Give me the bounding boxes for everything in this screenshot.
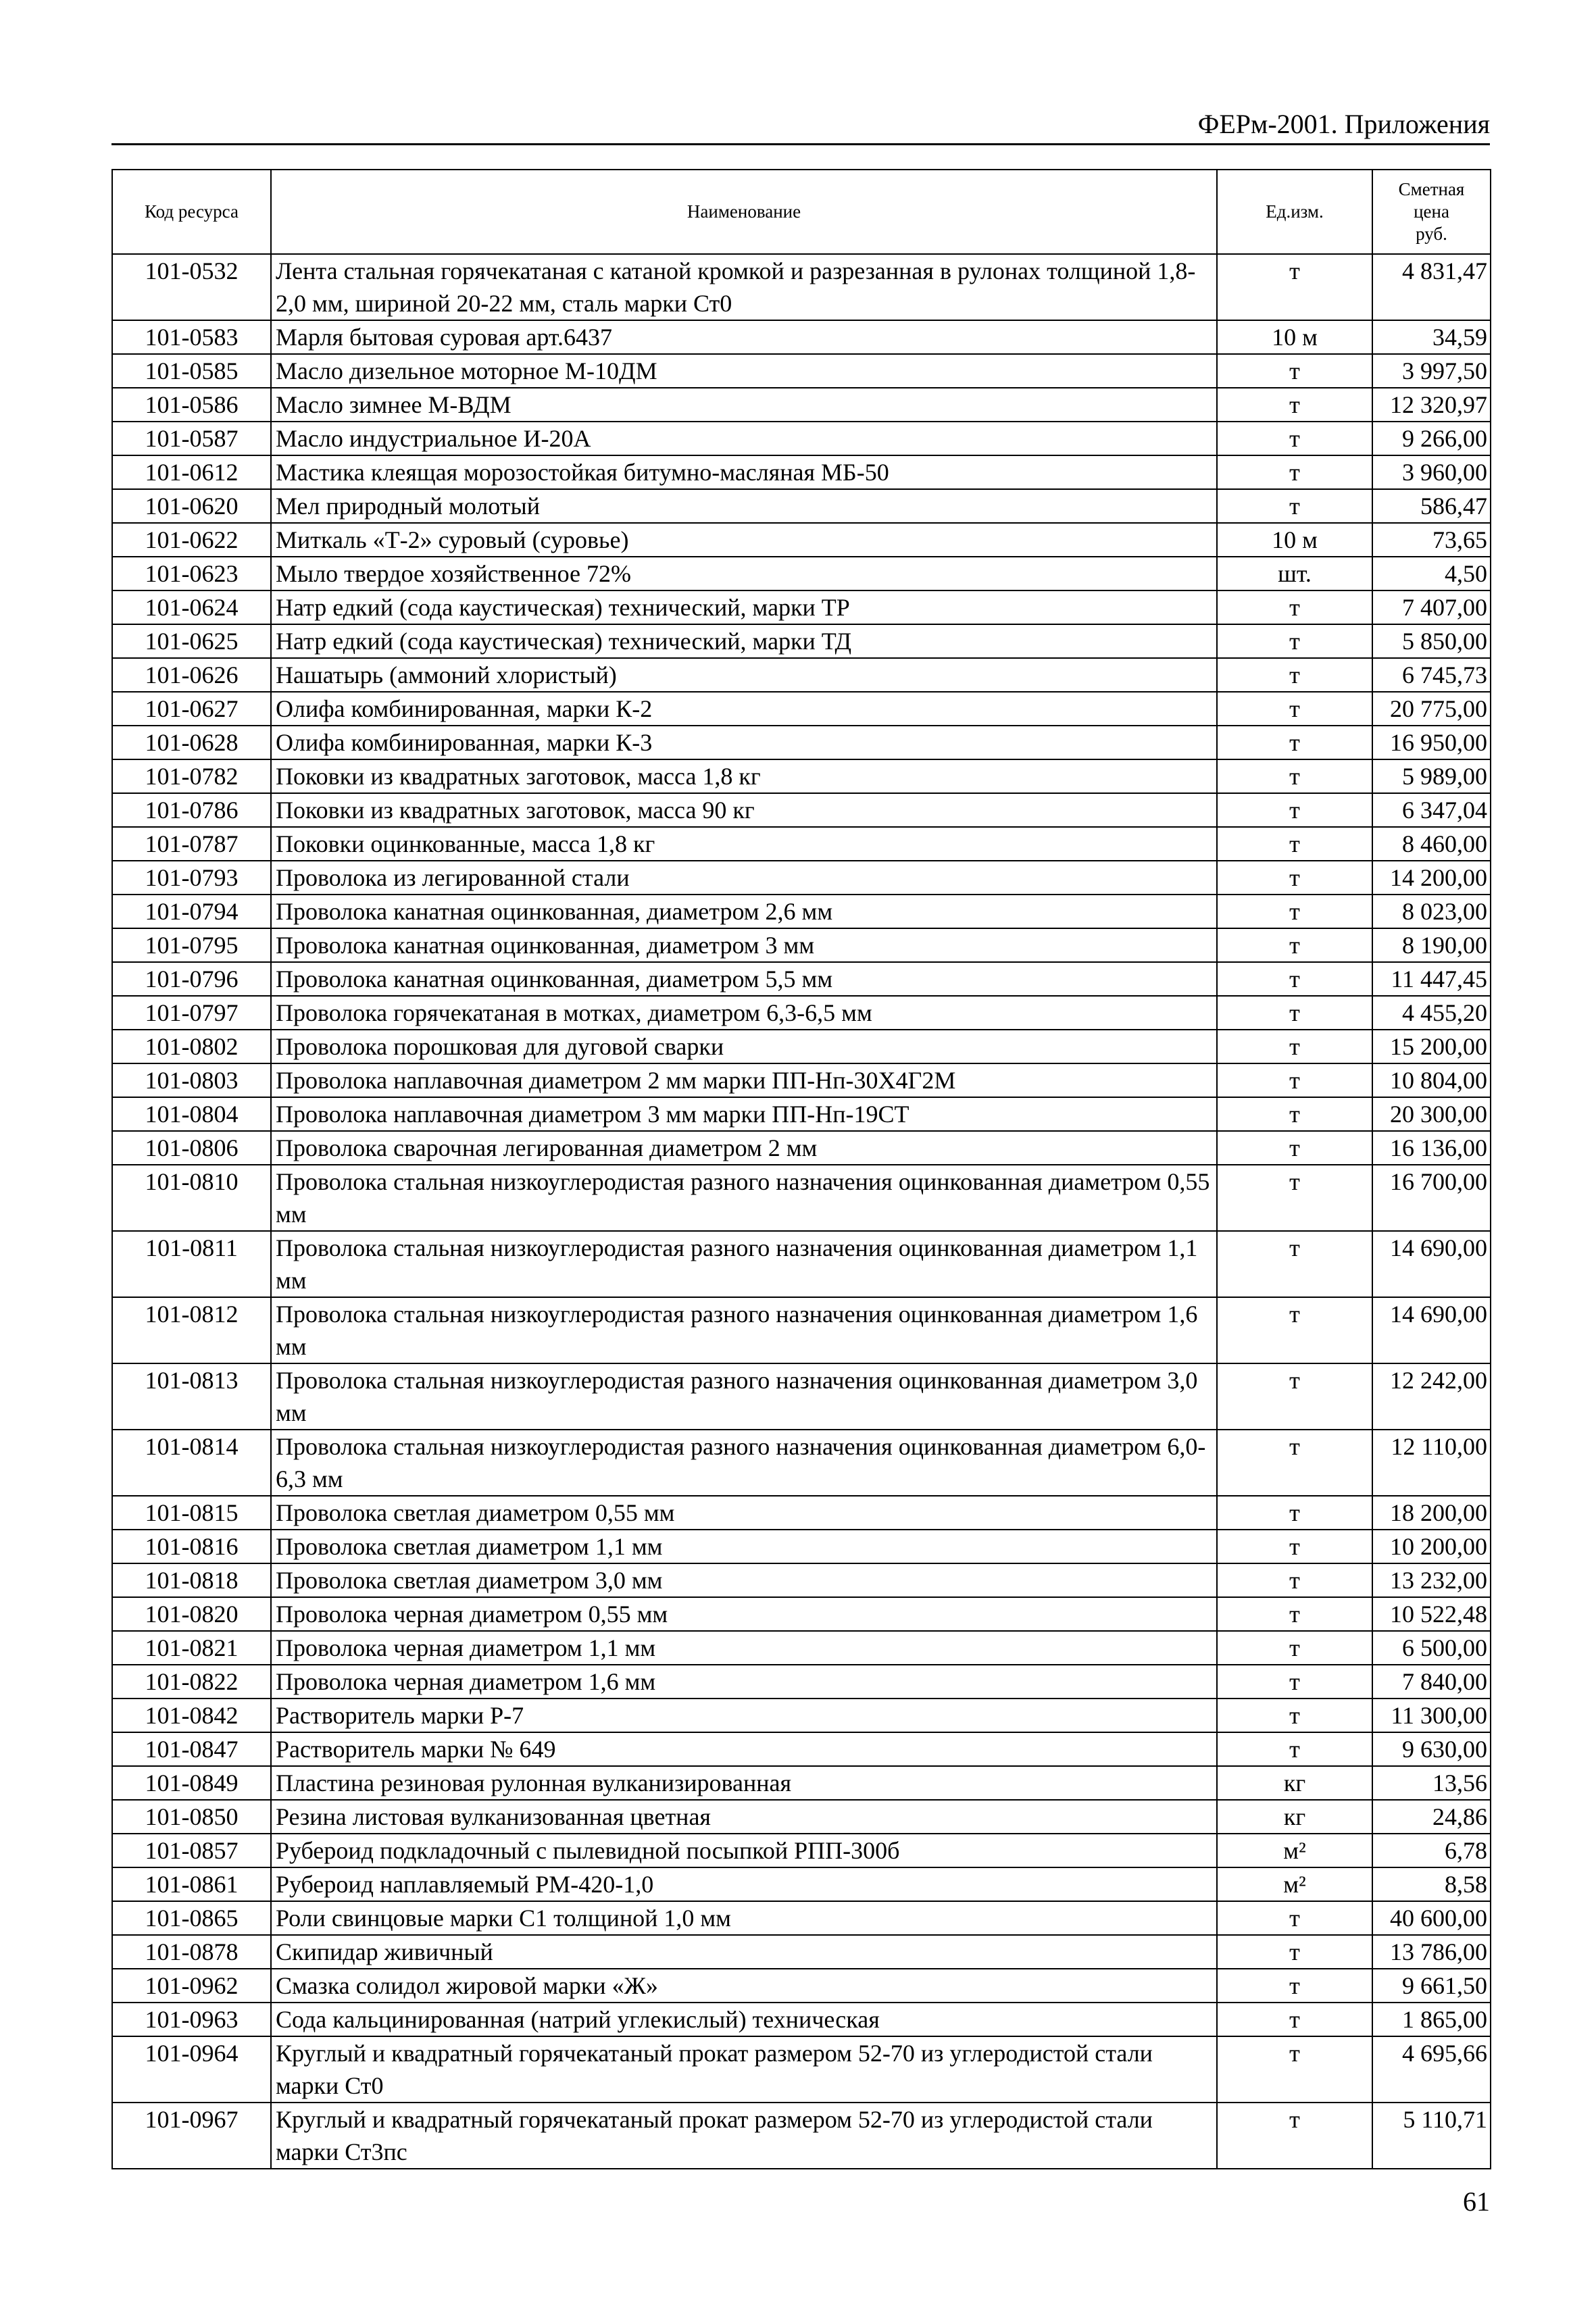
table-row [112, 254, 1491, 320]
price-cell: 5 850,00 [1372, 624, 1491, 658]
unit-cell: т [1217, 726, 1372, 759]
name-cell: Мастика клеящая морозостойкая битумно-масляная МБ-50 [271, 455, 1217, 489]
code-cell: 101-0620 [112, 489, 271, 523]
price-cell: 6 745,73 [1372, 658, 1491, 692]
unit-cell: т [1217, 1297, 1372, 1363]
price-cell: 5 110,71 [1372, 2103, 1491, 2169]
table-row [112, 658, 1491, 692]
table-row [112, 1165, 1491, 1231]
table-row [112, 388, 1491, 422]
code-cell: 101-0806 [112, 1131, 271, 1165]
table-row [112, 1834, 1491, 1867]
header-price-line: Сметная [1398, 179, 1465, 199]
table-row [112, 759, 1491, 793]
price-cell: 16 136,00 [1372, 1131, 1491, 1165]
price-cell: 7 407,00 [1372, 590, 1491, 624]
code-cell: 101-0627 [112, 692, 271, 726]
name-cell: Круглый и квадратный горячекатаный прокат размером 52-70 из углеродистой стали марки Ст3пс [271, 2103, 1217, 2169]
table-row [112, 1363, 1491, 1430]
name-cell: Проволока сварочная легированная диаметром 2 мм [271, 1131, 1217, 1165]
name-cell: Растворитель марки Р-7 [271, 1699, 1217, 1732]
name-cell: Проволока стальная низкоуглеродистая разного назначения оцинкованная диаметром 0,55 мм [271, 1165, 1217, 1231]
code-cell: 101-0822 [112, 1665, 271, 1699]
code-cell: 101-0622 [112, 523, 271, 557]
price-cell: 11 447,45 [1372, 962, 1491, 996]
code-cell: 101-0623 [112, 557, 271, 590]
unit-cell: кг [1217, 1800, 1372, 1834]
price-cell: 4,50 [1372, 557, 1491, 590]
code-cell: 101-0804 [112, 1097, 271, 1131]
code-cell: 101-0810 [112, 1165, 271, 1231]
code-cell: 101-0786 [112, 793, 271, 827]
price-cell: 40 600,00 [1372, 1901, 1491, 1935]
price-cell: 7 840,00 [1372, 1665, 1491, 1699]
code-cell: 101-0585 [112, 354, 271, 388]
code-cell: 101-0878 [112, 1935, 271, 1969]
name-cell: Проволока черная диаметром 1,1 мм [271, 1631, 1217, 1665]
price-cell: 4 831,47 [1372, 254, 1491, 320]
name-cell: Проволока порошковая для дуговой сварки [271, 1030, 1217, 1063]
unit-cell: т [1217, 254, 1372, 320]
table-row [112, 455, 1491, 489]
code-cell: 101-0802 [112, 1030, 271, 1063]
header-price [1372, 170, 1491, 254]
code-cell: 101-0820 [112, 1597, 271, 1631]
table-row [112, 1732, 1491, 1766]
name-cell: Проволока светлая диаметром 0,55 мм [271, 1496, 1217, 1530]
unit-cell: 10 м [1217, 523, 1372, 557]
name-cell: Проволока стальная низкоуглеродистая разного назначения оцинкованная диаметром 6,0-6,3 мм [271, 1430, 1217, 1496]
table-row [112, 726, 1491, 759]
table-row [112, 827, 1491, 861]
table-row [112, 962, 1491, 996]
name-cell: Рубероид наплавляемый РМ-420-1,0 [271, 1867, 1217, 1901]
name-cell: Масло зимнее М-ВДМ [271, 388, 1217, 422]
unit-cell: т [1217, 1496, 1372, 1530]
price-cell: 20 775,00 [1372, 692, 1491, 726]
table-row [112, 557, 1491, 590]
name-cell: Сода кальцинированная (натрий углекислый) техническая [271, 2003, 1217, 2036]
price-cell: 10 200,00 [1372, 1530, 1491, 1563]
table-row [112, 1563, 1491, 1597]
name-cell: Масло индустриальное И-20А [271, 422, 1217, 455]
code-cell: 101-0628 [112, 726, 271, 759]
table-row [112, 1901, 1491, 1935]
code-cell: 101-0626 [112, 658, 271, 692]
name-cell: Поковки оцинкованные, масса 1,8 кг [271, 827, 1217, 861]
unit-cell: м² [1217, 1834, 1372, 1867]
code-cell: 101-0794 [112, 895, 271, 928]
table-row [112, 1231, 1491, 1297]
unit-cell: т [1217, 1363, 1372, 1430]
unit-cell: т [1217, 793, 1372, 827]
name-cell: Проволока стальная низкоуглеродистая разного назначения оцинкованная диаметром 1,6 мм [271, 1297, 1217, 1363]
price-cell: 9 661,50 [1372, 1969, 1491, 2003]
name-cell: Растворитель марки № 649 [271, 1732, 1217, 1766]
code-cell: 101-0865 [112, 1901, 271, 1935]
unit-cell: т [1217, 2003, 1372, 2036]
name-cell: Проволока канатная оцинкованная, диаметром 2,6 мм [271, 895, 1217, 928]
unit-cell: т [1217, 489, 1372, 523]
code-cell: 101-0586 [112, 388, 271, 422]
price-cell: 12 242,00 [1372, 1363, 1491, 1430]
price-cell: 15 200,00 [1372, 1030, 1491, 1063]
table-row [112, 1665, 1491, 1699]
unit-cell: т [1217, 1935, 1372, 1969]
code-cell: 101-0964 [112, 2036, 271, 2103]
code-cell: 101-0821 [112, 1631, 271, 1665]
price-cell: 14 690,00 [1372, 1231, 1491, 1297]
price-cell: 6,78 [1372, 1834, 1491, 1867]
code-cell: 101-0793 [112, 861, 271, 895]
table-row [112, 354, 1491, 388]
unit-cell: т [1217, 1131, 1372, 1165]
code-cell: 101-0842 [112, 1699, 271, 1732]
table-row [112, 489, 1491, 523]
table-header-row [112, 170, 1491, 254]
price-cell: 10 522,48 [1372, 1597, 1491, 1631]
code-cell: 101-0797 [112, 996, 271, 1030]
price-cell: 73,65 [1372, 523, 1491, 557]
unit-cell: т [1217, 2103, 1372, 2169]
price-cell: 14 200,00 [1372, 861, 1491, 895]
unit-cell: т [1217, 1732, 1372, 1766]
price-cell: 20 300,00 [1372, 1097, 1491, 1131]
price-cell: 6 500,00 [1372, 1631, 1491, 1665]
unit-cell: т [1217, 1063, 1372, 1097]
price-cell: 4 455,20 [1372, 996, 1491, 1030]
table-row [112, 996, 1491, 1030]
unit-cell: т [1217, 455, 1372, 489]
code-cell: 101-0816 [112, 1530, 271, 1563]
code-cell: 101-0796 [112, 962, 271, 996]
unit-cell: т [1217, 624, 1372, 658]
header-name: Наименование [271, 170, 1217, 254]
price-cell: 18 200,00 [1372, 1496, 1491, 1530]
table-row [112, 523, 1491, 557]
name-cell: Мел природный молотый [271, 489, 1217, 523]
unit-cell: шт. [1217, 557, 1372, 590]
running-head: ФЕРм-2001. Приложения [111, 108, 1490, 145]
price-cell: 8 023,00 [1372, 895, 1491, 928]
unit-cell: т [1217, 928, 1372, 962]
unit-cell: т [1217, 1165, 1372, 1231]
name-cell: Скипидар живичный [271, 1935, 1217, 1969]
header-code: Код ресурса [112, 170, 271, 254]
price-cell: 5 989,00 [1372, 759, 1491, 793]
code-cell: 101-0963 [112, 2003, 271, 2036]
price-cell: 9 266,00 [1372, 422, 1491, 455]
table-row [112, 1935, 1491, 1969]
unit-cell: т [1217, 354, 1372, 388]
price-cell: 12 320,97 [1372, 388, 1491, 422]
code-cell: 101-0532 [112, 254, 271, 320]
code-cell: 101-0587 [112, 422, 271, 455]
code-cell: 101-0787 [112, 827, 271, 861]
table-row [112, 1766, 1491, 1800]
code-cell: 101-0850 [112, 1800, 271, 1834]
table-row [112, 1063, 1491, 1097]
name-cell: Миткаль «Т-2» суровый (суровье) [271, 523, 1217, 557]
name-cell: Проволока наплавочная диаметром 2 мм марки ПП-Нп-30Х4Г2М [271, 1063, 1217, 1097]
header-price-line: руб. [1416, 224, 1447, 244]
table-row [112, 2103, 1491, 2169]
price-cell: 4 695,66 [1372, 2036, 1491, 2103]
name-cell: Проволока стальная низкоуглеродистая разного назначения оцинкованная диаметром 3,0 мм [271, 1363, 1217, 1430]
unit-cell: т [1217, 1699, 1372, 1732]
unit-cell: т [1217, 422, 1372, 455]
name-cell: Проволока канатная оцинкованная, диаметром 5,5 мм [271, 962, 1217, 996]
unit-cell: т [1217, 1665, 1372, 1699]
name-cell: Резина листовая вулканизованная цветная [271, 1800, 1217, 1834]
name-cell: Проволока светлая диаметром 3,0 мм [271, 1563, 1217, 1597]
price-cell: 11 300,00 [1372, 1699, 1491, 1732]
name-cell: Проволока черная диаметром 0,55 мм [271, 1597, 1217, 1631]
price-cell: 3 960,00 [1372, 455, 1491, 489]
code-cell: 101-0962 [112, 1969, 271, 2003]
price-cell: 3 997,50 [1372, 354, 1491, 388]
name-cell: Проволока светлая диаметром 1,1 мм [271, 1530, 1217, 1563]
unit-cell: м² [1217, 1867, 1372, 1901]
unit-cell: т [1217, 590, 1372, 624]
name-cell: Круглый и квадратный горячекатаный прокат размером 52-70 из углеродистой стали марки Ст0 [271, 2036, 1217, 2103]
unit-cell: т [1217, 895, 1372, 928]
unit-cell: кг [1217, 1766, 1372, 1800]
table-body [112, 254, 1491, 2169]
table-row [112, 1496, 1491, 1530]
code-cell: 101-0815 [112, 1496, 271, 1530]
table-row [112, 928, 1491, 962]
table-row [112, 2036, 1491, 2103]
table-row [112, 624, 1491, 658]
table-row [112, 1800, 1491, 1834]
table-row [112, 861, 1491, 895]
name-cell: Рубероид подкладочный с пылевидной посыпкой РПП-300б [271, 1834, 1217, 1867]
code-cell: 101-0967 [112, 2103, 271, 2169]
unit-cell: т [1217, 962, 1372, 996]
price-cell: 586,47 [1372, 489, 1491, 523]
code-cell: 101-0782 [112, 759, 271, 793]
unit-cell: т [1217, 996, 1372, 1030]
unit-cell: т [1217, 2036, 1372, 2103]
price-cell: 13,56 [1372, 1766, 1491, 1800]
name-cell: Мыло твердое хозяйственное 72% [271, 557, 1217, 590]
name-cell: Поковки из квадратных заготовок, масса 1,8 кг [271, 759, 1217, 793]
price-cell: 9 630,00 [1372, 1732, 1491, 1766]
unit-cell: 10 м [1217, 320, 1372, 354]
price-cell: 8,58 [1372, 1867, 1491, 1901]
code-cell: 101-0818 [112, 1563, 271, 1597]
unit-cell: т [1217, 388, 1372, 422]
code-cell: 101-0814 [112, 1430, 271, 1496]
name-cell: Олифа комбинированная, марки К-2 [271, 692, 1217, 726]
header-price-line: цена [1414, 201, 1449, 222]
code-cell: 101-0811 [112, 1231, 271, 1297]
price-cell: 16 700,00 [1372, 1165, 1491, 1231]
table-row [112, 692, 1491, 726]
table-row [112, 320, 1491, 354]
code-cell: 101-0847 [112, 1732, 271, 1766]
table-row [112, 1530, 1491, 1563]
price-cell: 14 690,00 [1372, 1297, 1491, 1363]
unit-cell: т [1217, 1430, 1372, 1496]
price-cell: 8 460,00 [1372, 827, 1491, 861]
price-cell: 13 232,00 [1372, 1563, 1491, 1597]
code-cell: 101-0583 [112, 320, 271, 354]
unit-cell: т [1217, 692, 1372, 726]
name-cell: Натр едкий (сода каустическая) технический, марки ТД [271, 624, 1217, 658]
table-row [112, 1097, 1491, 1131]
price-cell: 10 804,00 [1372, 1063, 1491, 1097]
unit-cell: т [1217, 827, 1372, 861]
code-cell: 101-0625 [112, 624, 271, 658]
code-cell: 101-0857 [112, 1834, 271, 1867]
table-row [112, 1131, 1491, 1165]
table-row [112, 1867, 1491, 1901]
unit-cell: т [1217, 1969, 1372, 2003]
name-cell: Поковки из квадратных заготовок, масса 90 кг [271, 793, 1217, 827]
name-cell: Пластина резиновая рулонная вулканизированная [271, 1766, 1217, 1800]
unit-cell: т [1217, 1530, 1372, 1563]
unit-cell: т [1217, 1901, 1372, 1935]
page-number: 61 [1463, 2186, 1490, 2217]
table-row [112, 422, 1491, 455]
name-cell: Масло дизельное моторное М-10ДМ [271, 354, 1217, 388]
name-cell: Смазка солидол жировой марки «Ж» [271, 1969, 1217, 2003]
unit-cell: т [1217, 1563, 1372, 1597]
price-cell: 1 865,00 [1372, 2003, 1491, 2036]
table-row [112, 1631, 1491, 1665]
unit-cell: т [1217, 1030, 1372, 1063]
unit-cell: т [1217, 1097, 1372, 1131]
name-cell: Проволока черная диаметром 1,6 мм [271, 1665, 1217, 1699]
name-cell: Олифа комбинированная, марки К-3 [271, 726, 1217, 759]
unit-cell: т [1217, 759, 1372, 793]
code-cell: 101-0803 [112, 1063, 271, 1097]
table-row [112, 895, 1491, 928]
code-cell: 101-0849 [112, 1766, 271, 1800]
code-cell: 101-0624 [112, 590, 271, 624]
table-row [112, 1030, 1491, 1063]
name-cell: Марля бытовая суровая арт.6437 [271, 320, 1217, 354]
table-row [112, 793, 1491, 827]
table-row [112, 1297, 1491, 1363]
unit-cell: т [1217, 1597, 1372, 1631]
code-cell: 101-0612 [112, 455, 271, 489]
price-cell: 24,86 [1372, 1800, 1491, 1834]
code-cell: 101-0795 [112, 928, 271, 962]
price-cell: 13 786,00 [1372, 1935, 1491, 1969]
table-row [112, 1969, 1491, 2003]
unit-cell: т [1217, 658, 1372, 692]
code-cell: 101-0813 [112, 1363, 271, 1430]
price-table [111, 169, 1491, 2169]
code-cell: 101-0861 [112, 1867, 271, 1901]
table-row [112, 1597, 1491, 1631]
table-row [112, 1699, 1491, 1732]
table-row [112, 2003, 1491, 2036]
name-cell: Лента стальная горячекатаная с катаной кромкой и разрезанная в рулонах толщиной 1,8-2,0 мм, шириной 20-22 мм, сталь марки Ст0 [271, 254, 1217, 320]
price-cell: 34,59 [1372, 320, 1491, 354]
price-cell: 6 347,04 [1372, 793, 1491, 827]
name-cell: Проволока стальная низкоуглеродистая разного назначения оцинкованная диаметром 1,1 мм [271, 1231, 1217, 1297]
table-row [112, 1430, 1491, 1496]
name-cell: Нашатырь (аммоний хлористый) [271, 658, 1217, 692]
name-cell: Проволока горячекатаная в мотках, диаметром 6,3-6,5 мм [271, 996, 1217, 1030]
unit-cell: т [1217, 1231, 1372, 1297]
code-cell: 101-0812 [112, 1297, 271, 1363]
name-cell: Проволока наплавочная диаметром 3 мм марки ПП-Нп-19СТ [271, 1097, 1217, 1131]
name-cell: Проволока из легированной стали [271, 861, 1217, 895]
name-cell: Роли свинцовые марки С1 толщиной 1,0 мм [271, 1901, 1217, 1935]
name-cell: Проволока канатная оцинкованная, диаметром 3 мм [271, 928, 1217, 962]
price-cell: 12 110,00 [1372, 1430, 1491, 1496]
table-row [112, 590, 1491, 624]
price-cell: 16 950,00 [1372, 726, 1491, 759]
name-cell: Натр едкий (сода каустическая) технический, марки ТР [271, 590, 1217, 624]
unit-cell: т [1217, 861, 1372, 895]
header-unit: Ед.изм. [1217, 170, 1372, 254]
price-cell: 8 190,00 [1372, 928, 1491, 962]
unit-cell: т [1217, 1631, 1372, 1665]
